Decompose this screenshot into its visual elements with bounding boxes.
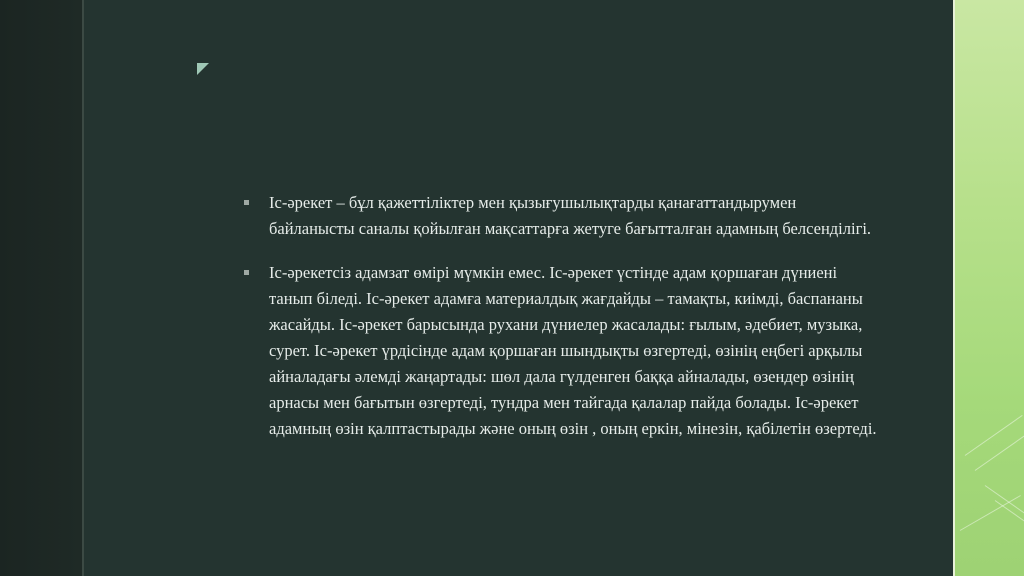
left-decor-band [0, 0, 82, 576]
square-bullet-icon [244, 270, 249, 275]
corner-triangle-icon [197, 63, 209, 75]
bullet-text: Іс-әрекет – бұл қажеттіліктер мен қызығушылықтарды қанағаттандырумен байланысты саналы қойылған мақсаттарға жетуге бағытталған адамның белсенділігі. [269, 193, 872, 238]
square-bullet-icon [244, 200, 249, 205]
decor-line [985, 485, 1024, 514]
bullet-item [244, 260, 884, 442]
decor-line [975, 436, 1024, 471]
right-decor-band [955, 0, 1024, 576]
bullet-text: Іс-әрекетсіз адамзат өмірі мүмкін емес. Іс-әрекет үстінде адам қоршаған дүниені танып біледі. Іс-әрекет адамға материалдық жағдайды – тамақты, киімді, баспананы жасайды. Іс-әрекет барысында рухани дүниелер жасалады: ғылым, әдебиет, музыка, сурет. Іс-әрекет үрдісінде адам қоршаған шындықты өзгертеді, өзінің еңбегі арқылы айналадағы әлемді жаңартады: шөл дала гүлденген баққа айналады, өзендер өзінің арнасы мен бағытын өзгертеді, тундра мен тайгада қалалар пайда болады. Іс-әрекет адамның өзін қалптастырады және оның өзін , оның еркін, мінезін, қабілетін өзертеді. [269, 263, 877, 438]
slide-content [244, 190, 884, 460]
decor-line [965, 415, 1023, 456]
bullet-item [244, 190, 884, 242]
